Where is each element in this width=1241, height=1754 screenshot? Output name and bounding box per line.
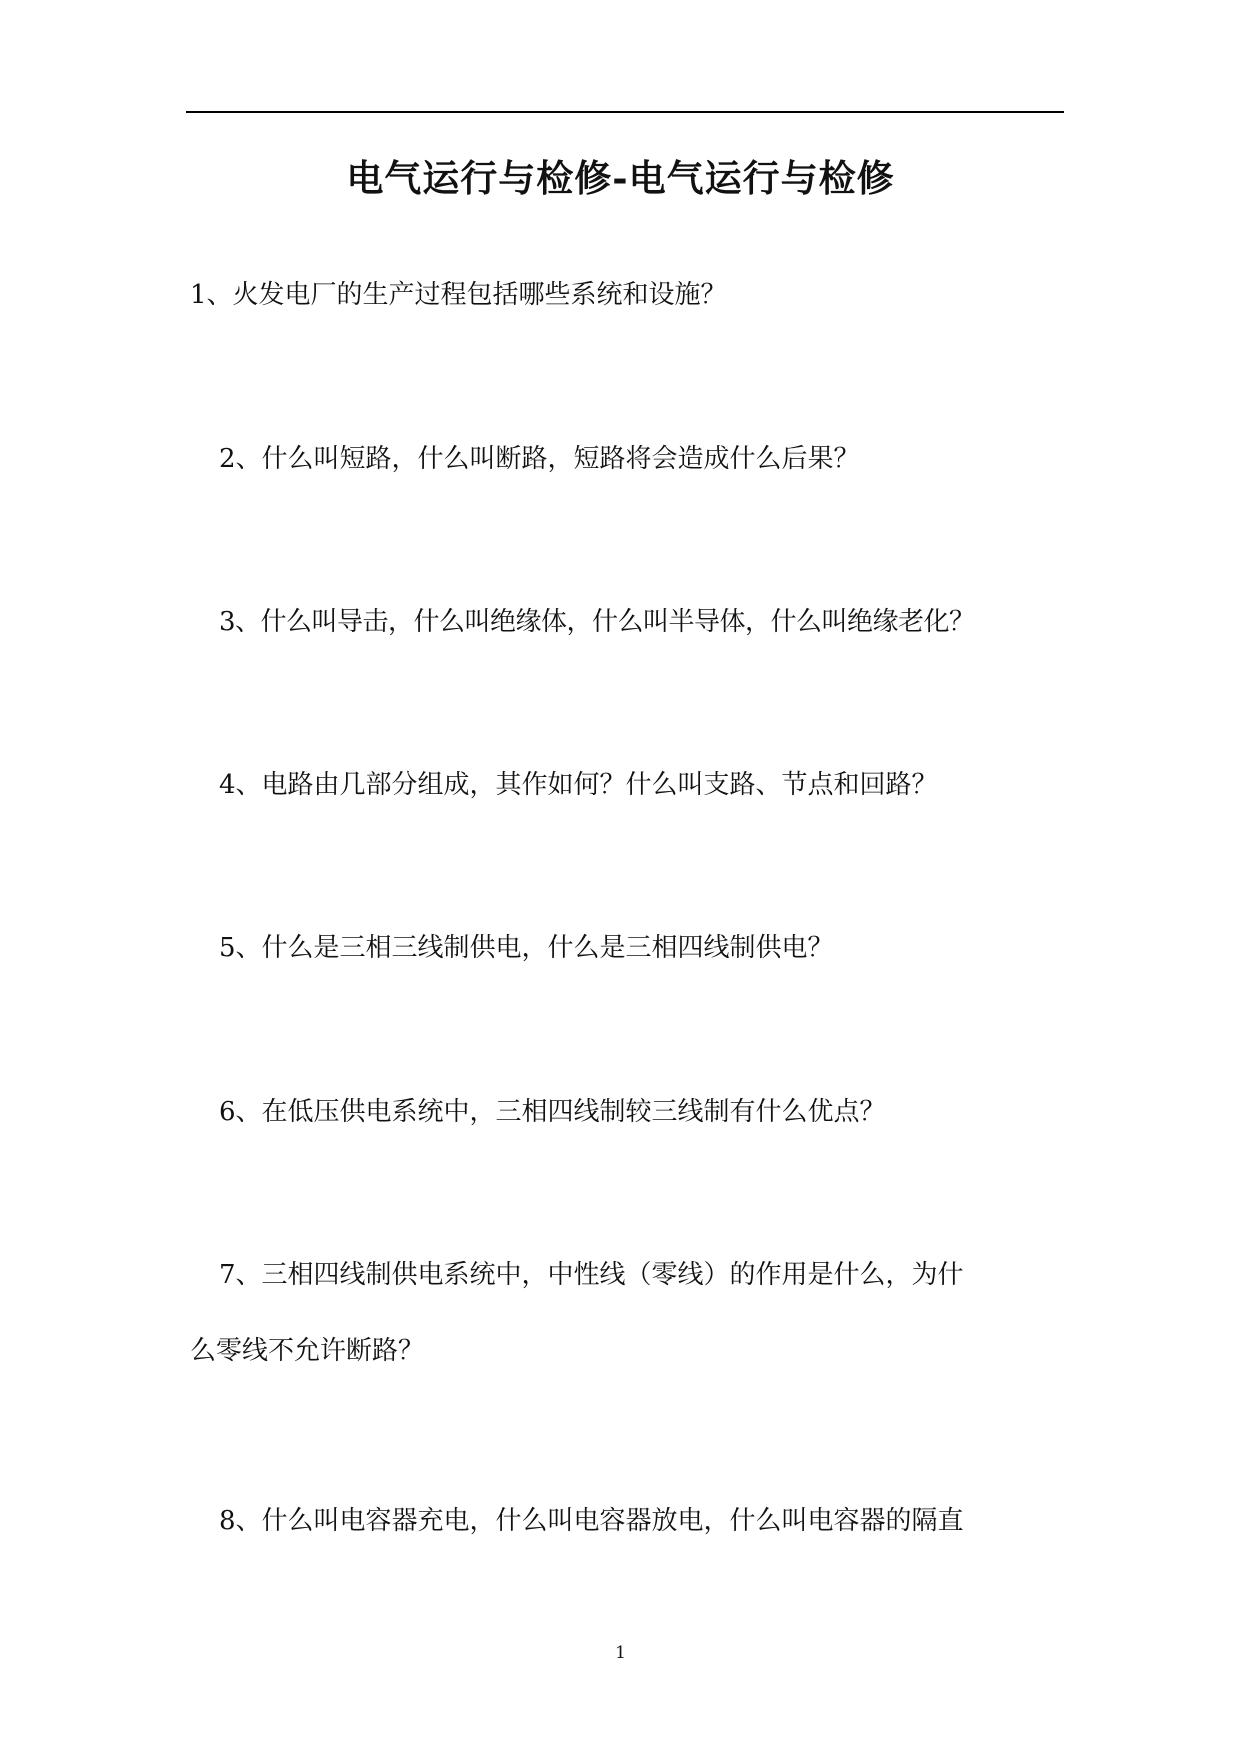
page-number: 1 [615,1643,626,1663]
question-7-line-2: 么零线不允许断路？ [190,1336,425,1366]
question-1: 1、火发电厂的生产过程包括哪些系统和设施？ [190,280,727,310]
question-7-line-1: 7、三相四线制供电系统中，中性线（零线）的作用是什么，为什 [219,1260,964,1290]
question-5: 5、什么是三相三线制供电，什么是三相四线制供电？ [219,933,834,963]
document-title: 电气运行与检修-电气运行与检修 [346,156,895,200]
question-2: 2、什么叫短路，什么叫断路，短路将会造成什么后果？ [219,444,860,474]
header-rule [186,111,1064,113]
question-4: 4、电路由几部分组成，其作如何？什么叫支路、节点和回路？ [219,770,938,800]
question-3: 3、什么叫导击，什么叫绝缘体，什么叫半导体，什么叫绝缘老化？ [219,607,975,637]
question-6: 6、在低压供电系统中，三相四线制较三线制有什么优点？ [219,1097,886,1127]
question-8: 8、什么叫电容器充电，什么叫电容器放电，什么叫电容器的隔直 [219,1506,964,1536]
